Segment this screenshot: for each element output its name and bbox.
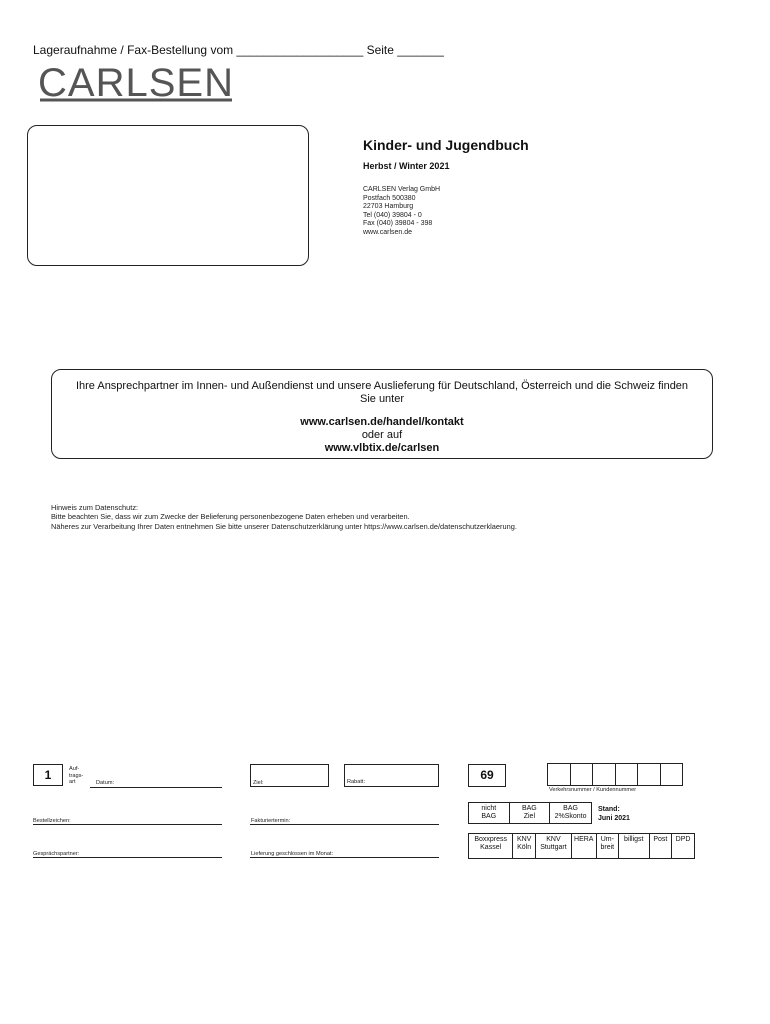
contact-intro: Ihre Ansprechpartner im Innen- und Außendienst und unsere Auslieferung für Deutschland, Österreich und die Schweiz finden Sie unter xyxy=(75,380,689,405)
privacy-heading: Hinweis zum Datenschutz: xyxy=(51,503,139,512)
lieferung-label: Lieferung geschlossen im Monat: xyxy=(251,851,334,857)
date-field[interactable] xyxy=(90,787,222,788)
contact-link-carlsen[interactable]: www.carlsen.de/handel/kontakt xyxy=(300,416,464,428)
delivery-options xyxy=(468,833,695,859)
form-number-box[interactable]: 69 xyxy=(468,764,506,787)
option-bag-ziel[interactable]: BAG Ziel xyxy=(509,803,550,824)
option-nicht-bag[interactable]: nicht BAG xyxy=(469,803,510,824)
privacy-line: Bitte beachten Sie, dass wir zum Zwecke der Belieferung personenbezogene Daten erheben und verarbeiten. xyxy=(51,512,410,522)
stand-info xyxy=(598,806,630,823)
order-type-box[interactable]: 1 xyxy=(33,764,63,786)
contact-info-box xyxy=(51,369,713,459)
lieferung-field[interactable] xyxy=(250,857,439,858)
digit-cell[interactable] xyxy=(637,763,661,786)
contact-or: oder auf xyxy=(361,429,403,441)
catalog-title: Kinder- und Jugendbuch xyxy=(363,137,529,153)
fakturiertermin-field[interactable] xyxy=(250,824,439,825)
svg-text:CARLSEN: CARLSEN xyxy=(38,61,234,104)
digit-cell[interactable] xyxy=(547,763,571,786)
customer-number-boxes[interactable] xyxy=(548,763,683,786)
privacy-notice xyxy=(51,503,517,531)
payment-options xyxy=(468,802,592,824)
date-label: Datum: xyxy=(96,780,115,786)
digit-cell[interactable] xyxy=(615,763,639,786)
order-type-label xyxy=(69,766,83,786)
option-billigst[interactable]: billigst xyxy=(618,834,649,859)
gespraechspartner-label: Gesprächspartner: xyxy=(33,851,80,857)
bestellzeichen-field[interactable] xyxy=(33,824,222,825)
publisher-line: Tel (040) 39804 - 0 xyxy=(363,211,422,219)
carlsen-logo xyxy=(38,60,238,104)
order-type-label-line: trags- xyxy=(69,772,84,779)
contact-link-vlbtix[interactable]: www.vlbtix.de/carlsen xyxy=(324,442,440,454)
digit-cell[interactable] xyxy=(570,763,594,786)
option-post[interactable]: Post xyxy=(649,834,672,859)
option-bag-skonto[interactable]: BAG 2%Skonto xyxy=(550,803,592,824)
option-hera[interactable]: HERA xyxy=(571,834,596,859)
fax-order-header: Lageraufnahme / Fax-Bestellung vom ___________________ Seite _______ xyxy=(33,43,444,57)
option-dpd[interactable]: DPD xyxy=(672,834,695,859)
rabatt-label: Rabatt: xyxy=(347,779,366,785)
option-boxxpress[interactable]: Boxxpress Kassel xyxy=(469,834,513,859)
publisher-website[interactable]: www.carlsen.de xyxy=(363,228,413,236)
address-field xyxy=(27,125,309,266)
stand-value: Juni 2021 xyxy=(598,814,630,822)
publisher-address xyxy=(363,186,440,238)
privacy-line: Näheres zur Verarbeitung Ihrer Daten entnehmen Sie bitte unserer Datenschutzerklärung unter https://www.carlsen.de/datenschutzerklaerung. xyxy=(51,521,517,531)
digit-cell[interactable] xyxy=(592,763,616,786)
publisher-line: Fax (040) 39804 - 398 xyxy=(363,220,433,228)
stand-label: Stand: xyxy=(598,806,620,813)
digit-cell[interactable] xyxy=(660,763,684,786)
publisher-line: CARLSEN Verlag GmbH xyxy=(363,186,441,193)
order-type-label-line: Auf- xyxy=(69,766,80,772)
ziel-label: Ziel: xyxy=(253,780,264,786)
option-knv-stuttgart[interactable]: KNV Stuttgart xyxy=(535,834,571,859)
gespraechspartner-field[interactable] xyxy=(33,857,222,858)
option-knv-koeln[interactable]: KNV Köln xyxy=(513,834,536,859)
order-type-label-line: art xyxy=(69,779,76,785)
catalog-season: Herbst / Winter 2021 xyxy=(363,161,450,171)
publisher-line: Postfach 500380 xyxy=(363,194,416,202)
option-umbreit[interactable]: Um- breit xyxy=(596,834,618,859)
bestellzeichen-label: Bestellzeichen: xyxy=(33,818,71,824)
publisher-line: 22703 Hamburg xyxy=(363,203,414,211)
customer-number-label: Verkehrsnummer / Kundennummer xyxy=(549,787,637,793)
fakturiertermin-label: Fakturiertermin: xyxy=(251,818,291,824)
